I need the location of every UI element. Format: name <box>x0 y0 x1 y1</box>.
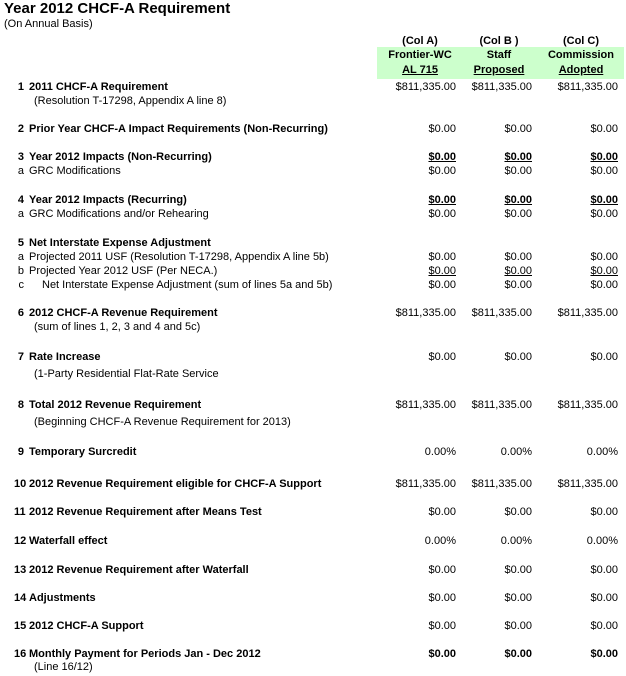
table-row <box>0 80 626 94</box>
col-b-value: $0.00 <box>504 123 532 135</box>
table-row <box>0 306 626 320</box>
col-a-value: $0.00 <box>428 265 456 277</box>
col-b-value: $0.00 <box>504 251 532 263</box>
line-number: 6 <box>17 307 24 319</box>
row-note: (Resolution T-17298, Appendix A line 8) <box>34 95 227 107</box>
table-row <box>0 278 626 292</box>
row-note: (sum of lines 1, 2, 3 and 4 and 5c) <box>34 321 201 333</box>
col-c-value: $811,335.00 <box>557 307 618 319</box>
table-row <box>0 477 626 491</box>
col-c-value: $811,335.00 <box>557 399 618 411</box>
line-number: 10 <box>14 478 27 490</box>
col-c-value: $0.00 <box>590 265 618 277</box>
col-c-value: $0.00 <box>590 279 618 291</box>
table-row <box>0 193 626 207</box>
col-a-value: $0.00 <box>428 620 456 632</box>
col-b-value: $0.00 <box>504 194 532 206</box>
col-c-title-line1: Commission <box>547 49 614 61</box>
col-a-value: $0.00 <box>428 592 456 604</box>
col-a-value: 0.00% <box>424 446 456 458</box>
col-a-header: (Col A) <box>402 35 438 47</box>
col-b-value: $811,335.00 <box>471 307 532 319</box>
col-b-value: $811,335.00 <box>471 399 532 411</box>
row-label: Prior Year CHCF-A Impact Requirements (Non-Recurring) <box>29 123 328 135</box>
table-row <box>0 591 626 605</box>
col-c-value: $0.00 <box>590 251 618 263</box>
col-a-title-line2: AL 715 <box>402 64 438 76</box>
row-label: GRC Modifications and/or Rehearing <box>29 208 209 220</box>
line-number: 11 <box>14 506 26 518</box>
line-number: 13 <box>14 564 27 576</box>
line-number: 5 <box>17 237 24 249</box>
line-number: 9 <box>17 446 24 458</box>
row-label: Waterfall effect <box>29 535 108 547</box>
line-letter: a <box>17 208 24 220</box>
row-label: 2011 CHCF-A Requirement <box>29 81 168 93</box>
col-c-value: $0.00 <box>590 123 618 135</box>
col-c-title-line2: Adopted <box>558 64 604 76</box>
table-row <box>0 505 626 519</box>
col-c-value: $0.00 <box>590 620 618 632</box>
col-a-value: $811,335.00 <box>395 81 456 93</box>
table-row-note <box>0 320 626 334</box>
table-row <box>0 534 626 548</box>
col-c-value: $0.00 <box>590 506 618 518</box>
table-row-note <box>0 94 626 108</box>
line-number: 8 <box>17 399 24 411</box>
col-b-value: $0.00 <box>504 506 532 518</box>
col-b-title-line2: Proposed <box>473 64 525 76</box>
col-a-value: $0.00 <box>428 165 456 177</box>
col-a-title-line1: Frontier-WC <box>388 49 452 61</box>
row-label: Rate Increase <box>29 351 101 363</box>
col-b-value: $811,335.00 <box>471 81 532 93</box>
col-c-value: $0.00 <box>590 592 618 604</box>
col-a-value: $811,335.00 <box>395 307 456 319</box>
col-b-value: $0.00 <box>504 208 532 220</box>
line-number: 1 <box>17 81 24 93</box>
table-row <box>0 350 626 364</box>
col-b-value: $0.00 <box>504 151 532 163</box>
col-b-title-line1: Staff <box>486 49 512 61</box>
page-title: Year 2012 CHCF-A Requirement <box>4 0 231 17</box>
col-b-header: (Col B ) <box>479 35 519 47</box>
row-label: 2012 CHCF-A Support <box>29 620 144 632</box>
col-b-value: 0.00% <box>500 446 532 458</box>
col-b-value: $811,335.00 <box>471 478 532 490</box>
table-row <box>0 619 626 633</box>
col-b-value: $0.00 <box>504 351 532 363</box>
table-row-note <box>0 415 626 429</box>
row-label: Total 2012 Revenue Requirement <box>29 399 202 411</box>
row-label: Year 2012 Impacts (Non-Recurring) <box>29 151 212 163</box>
row-label: Monthly Payment for Periods Jan - Dec 2012 <box>29 648 261 660</box>
line-letter: b <box>17 265 24 277</box>
line-number: 2 <box>17 123 24 135</box>
row-note: (Beginning CHCF-A Revenue Requirement for 2013) <box>34 416 291 428</box>
line-number: 16 <box>14 648 27 660</box>
col-a-value: $0.00 <box>428 564 456 576</box>
col-c-value: $0.00 <box>590 564 618 576</box>
table-row <box>0 398 626 412</box>
table-row-note <box>0 660 626 674</box>
col-a-value: $0.00 <box>428 351 456 363</box>
line-letter: c <box>18 279 24 291</box>
row-label: Net Interstate Expense Adjustment (sum of lines 5a and 5b) <box>42 279 333 291</box>
row-label: Temporary Surcredit <box>29 446 137 458</box>
row-label: Year 2012 Impacts (Recurring) <box>29 194 187 206</box>
table-row <box>0 164 626 178</box>
row-label: GRC Modifications <box>29 165 121 177</box>
table-row <box>0 264 626 278</box>
row-label: 2012 Revenue Requirement after Means Test <box>29 506 262 518</box>
col-a-value: $0.00 <box>428 208 456 220</box>
col-c-value: $0.00 <box>590 648 618 660</box>
table-row <box>0 445 626 459</box>
row-label: Projected Year 2012 USF (Per NECA.) <box>29 265 218 277</box>
col-a-value: $0.00 <box>428 251 456 263</box>
col-a-title <box>377 47 463 79</box>
table-row-note <box>0 367 626 381</box>
col-b-value: $0.00 <box>504 648 532 660</box>
col-a-value: $0.00 <box>428 123 456 135</box>
col-b-title <box>456 47 542 79</box>
row-label: Adjustments <box>29 592 96 604</box>
col-b-value: 0.00% <box>500 535 532 547</box>
col-c-header: (Col C) <box>562 35 600 47</box>
line-letter: a <box>17 165 24 177</box>
col-c-value: $811,335.00 <box>557 478 618 490</box>
col-b-value: $0.00 <box>504 592 532 604</box>
col-c-title <box>538 47 624 79</box>
line-number: 3 <box>17 151 24 163</box>
table-row <box>0 207 626 221</box>
line-number: 4 <box>17 194 24 206</box>
table-row <box>0 250 626 264</box>
row-note: (1-Party Residential Flat-Rate Service <box>34 368 219 380</box>
col-c-value: $0.00 <box>590 208 618 220</box>
col-a-value: $0.00 <box>428 151 456 163</box>
row-label: 2012 CHCF-A Revenue Requirement <box>29 307 218 319</box>
table-row <box>0 150 626 164</box>
row-label: Projected 2011 USF (Resolution T-17298, Appendix A line 5b) <box>29 251 329 263</box>
line-number: 12 <box>14 535 27 547</box>
col-c-value: $0.00 <box>590 351 618 363</box>
col-a-value: $0.00 <box>428 279 456 291</box>
row-note: (Line 16/12) <box>34 661 93 673</box>
col-a-value: 0.00% <box>424 535 456 547</box>
line-number: 14 <box>14 592 27 604</box>
col-b-value: $0.00 <box>504 265 532 277</box>
table-row <box>0 122 626 136</box>
col-b-value: $0.00 <box>504 279 532 291</box>
col-c-value: $811,335.00 <box>557 81 618 93</box>
table-row <box>0 236 626 250</box>
col-a-value: $0.00 <box>428 648 456 660</box>
col-a-value: $0.00 <box>428 194 456 206</box>
row-label: Net Interstate Expense Adjustment <box>29 237 211 249</box>
col-c-value: 0.00% <box>586 446 618 458</box>
table-row <box>0 563 626 577</box>
col-c-value: $0.00 <box>590 194 618 206</box>
col-b-value: $0.00 <box>504 564 532 576</box>
col-a-value: $0.00 <box>428 506 456 518</box>
col-a-value: $811,335.00 <box>395 399 456 411</box>
row-label: 2012 Revenue Requirement eligible for CHCF-A Support <box>29 478 322 490</box>
row-label: 2012 Revenue Requirement after Waterfall <box>29 564 249 576</box>
col-b-value: $0.00 <box>504 620 532 632</box>
line-number: 7 <box>17 351 24 363</box>
col-c-value: $0.00 <box>590 165 618 177</box>
page-subtitle: (On Annual Basis) <box>4 18 93 30</box>
line-number: 15 <box>14 620 27 632</box>
col-c-value: $0.00 <box>590 151 618 163</box>
col-c-value: 0.00% <box>586 535 618 547</box>
line-letter: a <box>17 251 24 263</box>
table-row <box>0 647 626 661</box>
col-a-value: $811,335.00 <box>395 478 456 490</box>
col-b-value: $0.00 <box>504 165 532 177</box>
